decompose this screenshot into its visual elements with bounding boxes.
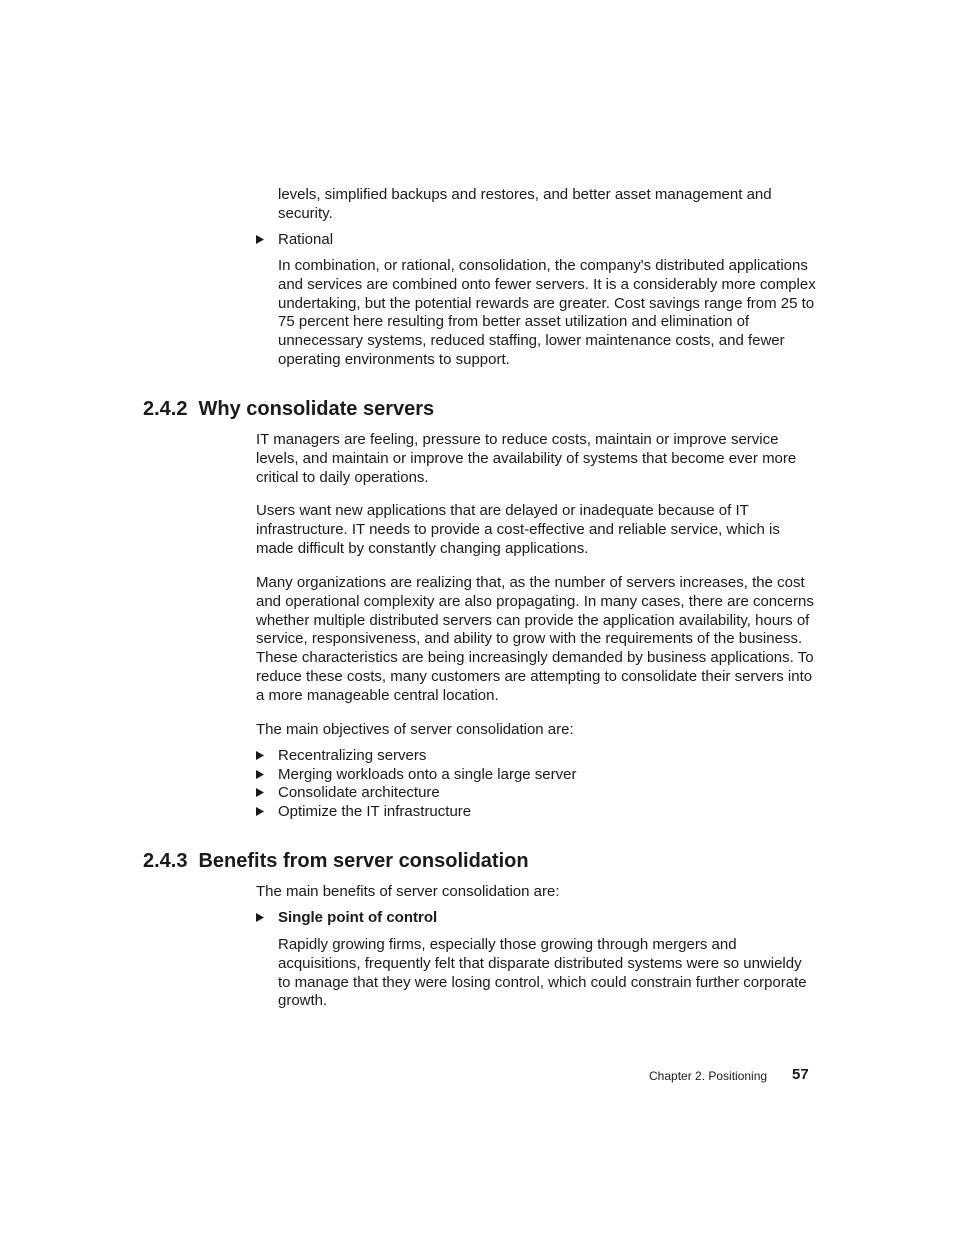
benefit-paragraph: Rapidly growing firms, especially those growing through mergers and acquisitions, frequently felt that disparate distributed systems were so unwieldy to manage that they were losing control, which could constrain further corporate growth.: [278, 936, 807, 1010]
triangle-bullet-icon: [256, 235, 268, 247]
benefit-label: Single point of control: [278, 909, 438, 926]
section-title: Why consolidate servers: [198, 398, 435, 420]
section-title: Benefits from server consolidation: [198, 850, 529, 872]
paragraph: IT managers are feeling, pressure to reduce costs, maintain or improve service levels, and maintain or improve the availability of systems that become ever more critical to daily operations.: [256, 431, 797, 486]
list-item: Merging workloads onto a single large server: [278, 766, 577, 783]
page-number: 57: [792, 1066, 809, 1083]
triangle-bullet-icon: [256, 751, 268, 763]
triangle-bullet-icon: [256, 770, 268, 782]
rational-paragraph: In combination, or rational, consolidation, the company's distributed applications and services are combined onto fewer servers. It is a considerably more complex undertaking, but the potential rewards are greater. Cost savings range from 25 to 75 percent here resulting from better asset utilization and elimination of unnecessary systems, reduced staffing, lower maintenance costs, and fewer operating environments to support.: [278, 257, 816, 368]
footer-chapter-label: Chapter 2. Positioning: [649, 1069, 768, 1083]
triangle-bullet-icon: [256, 913, 268, 925]
paragraph: The main benefits of server consolidation are:: [256, 883, 560, 900]
continuation-paragraph: levels, simplified backups and restores, and better asset management and security.: [278, 186, 772, 222]
section-number: 2.4.3: [143, 850, 188, 872]
list-item: Optimize the IT infrastructure: [278, 803, 472, 820]
section-number: 2.4.2: [143, 398, 188, 420]
paragraph: The main objectives of server consolidation are:: [256, 721, 574, 738]
list-item: Consolidate architecture: [278, 784, 440, 801]
triangle-bullet-icon: [256, 788, 268, 800]
triangle-bullet-icon: [256, 807, 268, 819]
paragraph: Users want new applications that are delayed or inadequate because of IT infrastructure. IT needs to provide a cost-effective and reliable service, which is made difficult by constantly changing applications.: [256, 502, 780, 557]
list-item: Recentralizing servers: [278, 747, 427, 764]
section-heading-2-4-2: [143, 397, 434, 421]
section-heading-2-4-3: [143, 849, 529, 873]
rational-label: Rational: [278, 231, 334, 248]
paragraph: Many organizations are realizing that, as the number of servers increases, the cost and operational complexity are also propagating. In many cases, there are concerns whether multiple distributed servers can provide the application availability, hours of service, responsiveness, and ability to grow with the requirements of the business. These characteristics are being increasingly demanded by business applications. To reduce these costs, many customers are attempting to consolidate their servers into a more manageable central location.: [256, 574, 814, 704]
